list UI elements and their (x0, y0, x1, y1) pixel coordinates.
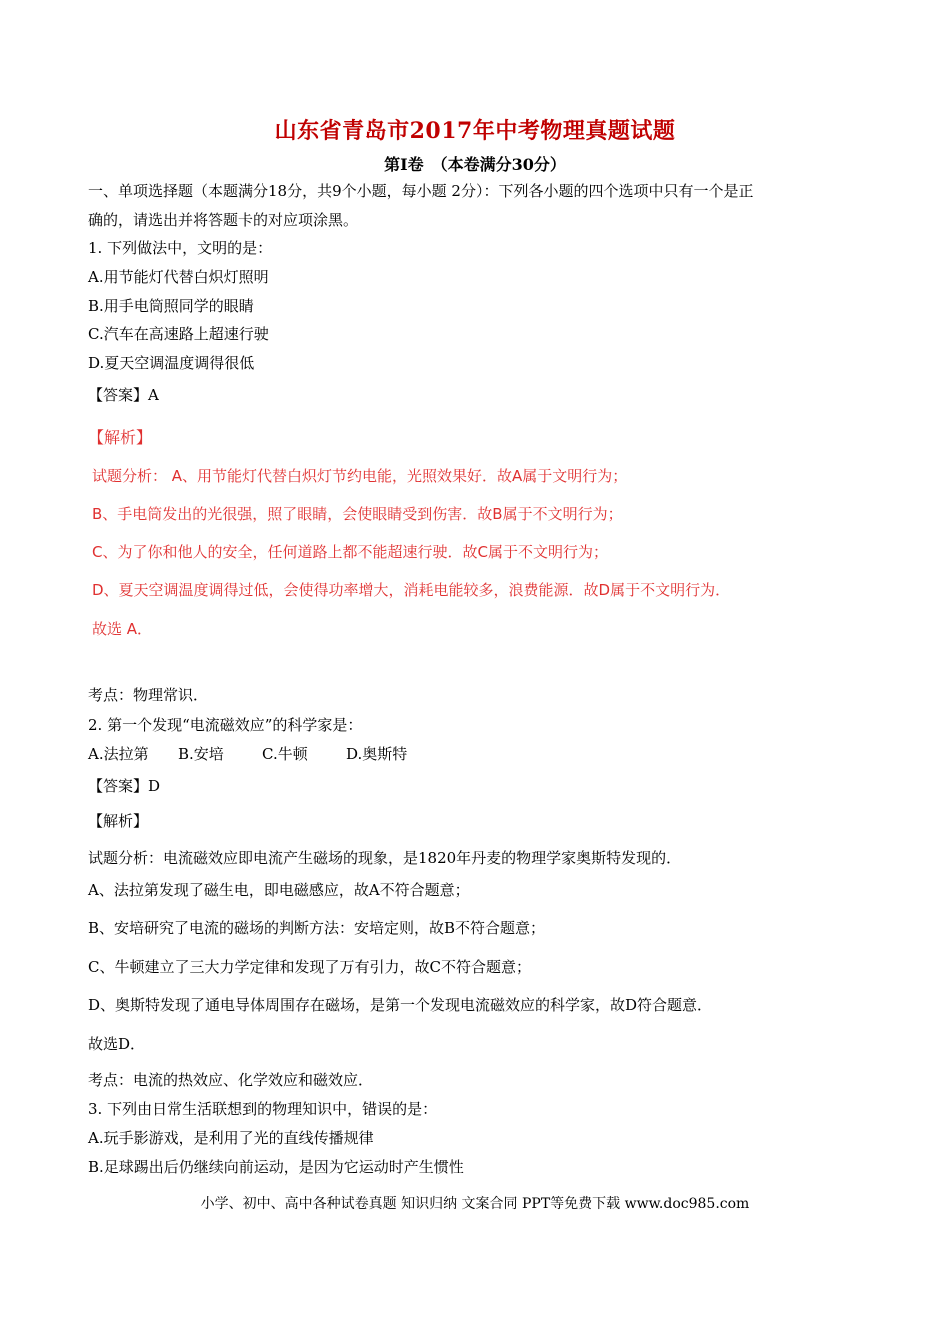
q3-option-a: A.玩手影游戏，是利用了光的直线传播规律 (88, 1129, 374, 1147)
q1-option-d: D.夏天空调温度调得很低 (88, 354, 255, 372)
q1-analysis-line-2: B、手电筒发出的光很强，照了眼睛，会使眼睛受到伤害．故B属于不文明行为； (92, 505, 623, 523)
q2-analysis-line-4: C、牛顿建立了三大力学定律和发现了万有引力，故C不符合题意； (88, 958, 531, 976)
q2-analysis-line-5: D、奥斯特发现了通电导体周围存在磁场，是第一个发现电流磁效应的科学家，故D符合题意． (88, 996, 713, 1014)
q2-option-b: B.安培 (178, 745, 224, 763)
q2-analysis-line-6: 故选D． (88, 1035, 146, 1053)
q1-option-c: C.汽车在高速路上超速行驶 (88, 325, 269, 343)
q1-kaodian: 考点：物理常识． (88, 686, 209, 704)
q2-option-a: A.法拉第 (88, 745, 149, 763)
q2-option-c: C.牛顿 (262, 745, 308, 763)
q2-answer: 【答案】D (88, 777, 161, 795)
q3-stem: 3. 下列由日常生活联想到的物理知识中，错误的是： (88, 1100, 438, 1118)
q3-option-b: B.足球踢出后仍继续向前运动，是因为它运动时产生惯性 (88, 1158, 464, 1176)
q2-kaodian: 考点：电流的热效应、化学效应和磁效应． (88, 1071, 374, 1089)
q1-answer: 【答案】A (88, 386, 159, 404)
q1-analysis-line-3: C、为了你和他人的安全，任何道路上都不能超速行驶．故C属于不文明行为； (92, 543, 608, 561)
q2-option-d: D.奥斯特 (346, 745, 408, 763)
q1-analysis-header: 【解析】 (88, 428, 153, 447)
section-instructions-line-1: 一、单项选择题（本题满分18分，共9个小题，每小题 2分）：下列各小题的四个选项中只有一个是正 (88, 182, 754, 200)
q2-analysis-line-1: 试题分析：电流磁效应即电流产生磁场的现象，是1820年丹麦的物理学家奥斯特发现的． (88, 849, 682, 867)
q2-stem: 2. 第一个发现“电流磁效应”的科学家是： (88, 716, 363, 734)
q2-analysis-line-2: A、法拉第发现了磁生电，即电磁感应，故A不符合题意； (88, 881, 470, 899)
section-subtitle: 第Ⅰ卷 （本卷满分30分） (384, 155, 566, 174)
q2-analysis-line-3: B、安培研究了电流的磁场的判断方法：安培定则，故B不符合题意； (88, 919, 546, 937)
q1-analysis-line-5: 故选 A． (92, 620, 153, 638)
page-title: 山东省青岛市2017年中考物理真题试题 (274, 118, 676, 144)
section-instructions-line-2: 确的，请选出并将答题卡的对应项涂黑。 (88, 211, 359, 229)
q1-analysis-line-1: 试题分析： A、用节能灯代替白炽灯节约电能，光照效果好．故A属于文明行为； (92, 467, 628, 485)
q1-option-b: B.用手电筒照同学的眼睛 (88, 297, 254, 315)
q2-options-row (88, 744, 407, 764)
q1-option-a: A.用节能灯代替白炽灯照明 (88, 268, 269, 286)
q2-analysis-header: 【解析】 (88, 812, 149, 830)
q1-analysis-line-4: D、夏天空调温度调得过低，会使得功率增大，消耗电能较多，浪费能源．故D属于不文明行为． (92, 581, 731, 599)
page-footer: 小学、初中、高中各种试卷真题 知识归纳 文案合同 PPT等免费下载 www.doc985.com (200, 1196, 750, 1212)
q1-stem: 1. 下列做法中，文明的是： (88, 239, 273, 257)
